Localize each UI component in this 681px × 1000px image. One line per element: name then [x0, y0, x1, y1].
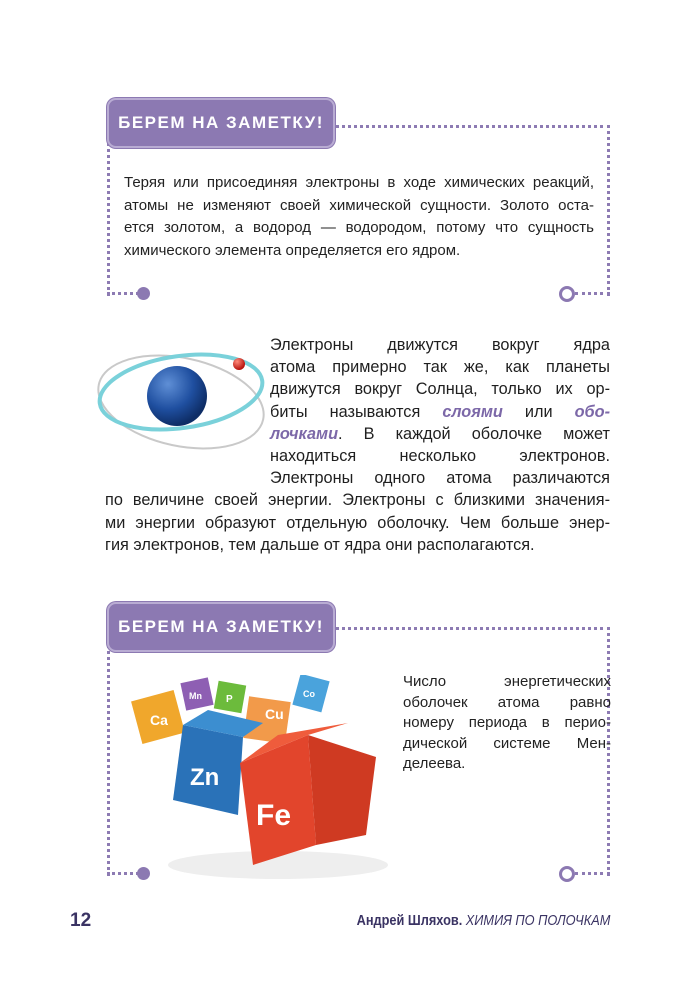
hollow-circle-marker [559, 866, 575, 882]
text-line: находиться несколько электронов. [270, 447, 610, 466]
text-segment: или [502, 402, 575, 421]
note-line: делеева. [403, 755, 466, 772]
main-paragraph [105, 334, 610, 556]
note-line: атомы не изменяют своей химической сущности. Золото оста- [124, 196, 594, 214]
term-shells: обо- [574, 402, 610, 421]
text-line [270, 401, 610, 423]
note-line: ется золотом, а водород — водородом, потому что сущность [124, 219, 594, 236]
svg-text:Zn: Zn [190, 764, 220, 791]
svg-text:Mn: Mn [189, 691, 202, 701]
cube-fe [240, 723, 376, 865]
note-line: номеру периода в перио- [403, 714, 611, 731]
term-layers: слоями [442, 402, 503, 421]
note-text [124, 172, 594, 262]
text-segment: . В каждой оболочке может [338, 424, 610, 443]
dotted-bottom-right [575, 292, 610, 295]
book-title: ХИМИЯ ПО ПОЛОЧКАМ [465, 913, 610, 929]
text-line: атома примерно так же, как планеты [270, 358, 610, 377]
note-line: Число энергетических [403, 673, 611, 690]
dotted-bottom-right [575, 872, 610, 875]
page-number: 12 [70, 910, 92, 931]
note-text [403, 672, 611, 775]
svg-text:Co: Co [303, 689, 315, 699]
dotted-bottom-left [107, 292, 139, 295]
note-header: БЕРЕМ НА ЗАМЕТКУ! [107, 98, 335, 148]
text-line: по величине своей энергии. Электроны с близкими значения- [105, 491, 610, 510]
cube-mn [180, 677, 213, 710]
author-name: Андрей Шляхов. [356, 913, 462, 929]
note-header: БЕРЕМ НА ЗАМЕТКУ! [107, 602, 335, 652]
text-line [270, 423, 610, 445]
running-footer [356, 913, 610, 929]
text-line: ми энергии образуют отдельную оболочку. Чем больше энер- [105, 513, 610, 532]
text-line: движутся вокруг Солнца, только их ор- [270, 380, 610, 399]
svg-text:Fe: Fe [256, 799, 292, 832]
hollow-circle-marker [559, 286, 575, 302]
filled-circle-marker [137, 287, 150, 300]
text-line: гия электронов, тем дальше от ядра они располагаются. [105, 535, 535, 554]
svg-text:P: P [226, 694, 233, 705]
cube-co [292, 675, 329, 712]
note-box-1 [107, 98, 610, 298]
svg-text:Cu: Cu [265, 706, 284, 722]
term-shells: лочками [270, 424, 339, 443]
text-segment: биты называются [270, 402, 443, 421]
note-line: Теряя или присоединяя электроны в ходе химических реакций, [124, 174, 594, 191]
text-line: Электроны одного атома различаются [270, 469, 610, 488]
text-line: Электроны движутся вокруг ядра [270, 336, 610, 354]
note-line: оболочек атома равно [403, 693, 611, 711]
note-line: химического элемента определяется его ядром. [124, 241, 461, 259]
cube-p [214, 681, 246, 713]
note-line: дической системе Мен- [403, 734, 611, 752]
svg-text:Ca: Ca [150, 712, 168, 728]
cube-ca [131, 690, 185, 744]
element-cubes-illustration [128, 675, 388, 885]
